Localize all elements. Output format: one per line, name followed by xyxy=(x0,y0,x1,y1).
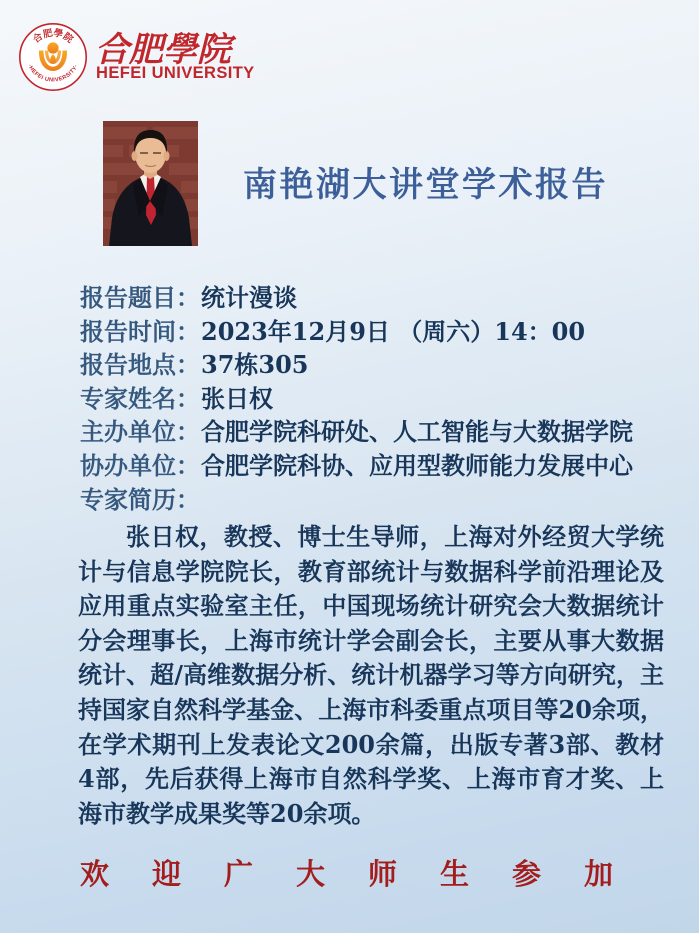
field-value: 合肥学院科协、应用型教师能力发展中心 xyxy=(201,450,633,480)
field-row-location xyxy=(80,348,680,382)
university-seal-icon xyxy=(18,22,88,92)
field-value: 37栋305 xyxy=(201,350,309,380)
field-label: 专家简历： xyxy=(80,484,200,514)
field-label: 报告地点： xyxy=(80,350,200,380)
field-value: 张日权 xyxy=(201,383,273,413)
welcome-message: 欢迎广大师生参加 xyxy=(80,857,657,891)
field-row-host xyxy=(80,415,680,449)
speaker-biography: 张日权，教授、博士生导师，上海对外经贸大学统计与信息学院院长，教育部统计与数据科学前沿理论及应用重点实验室主任，中国现场统计研究会大数据统计分会理事长，上海市统计学会副会长，主要从事大数据统计、超/高维数据分析、统计机器学习等方向研究，主持国家自然科学基金、上海市科委重点项目等20余项，在学术期刊上发表论文200余篇，出版专著3部、教材4部，先后获得上海市自然科学奖、上海市育才奖、上海市教学成果奖等20余项。 xyxy=(78,522,664,828)
speaker-photo xyxy=(103,121,198,246)
field-label: 报告时间： xyxy=(80,316,200,346)
field-value: 2023年12月9日 （周六）14：00 xyxy=(201,316,586,346)
field-row-time xyxy=(80,315,680,349)
field-label: 报告题目： xyxy=(80,283,200,312)
page-title: 南艳湖大讲堂学术报告 xyxy=(243,165,608,205)
field-row-speaker xyxy=(80,382,680,416)
seal-top-text: 合肥學院 xyxy=(31,27,75,46)
field-label: 主办单位： xyxy=(80,417,200,447)
field-row-topic xyxy=(80,281,680,315)
seal-bottom-text: ·HEFEI UNIVERSITY· xyxy=(26,63,80,84)
university-name-en: HEFEI UNIVERSITY xyxy=(96,64,255,82)
field-label: 协办单位： xyxy=(80,450,200,480)
university-name-cn: 合肥學院 xyxy=(95,30,231,70)
field-label: 专家姓名： xyxy=(80,383,200,413)
report-info-list xyxy=(80,281,680,516)
field-value: 统计漫谈 xyxy=(201,283,297,312)
field-row-cohost xyxy=(80,449,680,483)
field-value: 合肥学院科研处、人工智能与大数据学院 xyxy=(201,417,633,447)
field-row-bio-heading xyxy=(80,483,680,517)
